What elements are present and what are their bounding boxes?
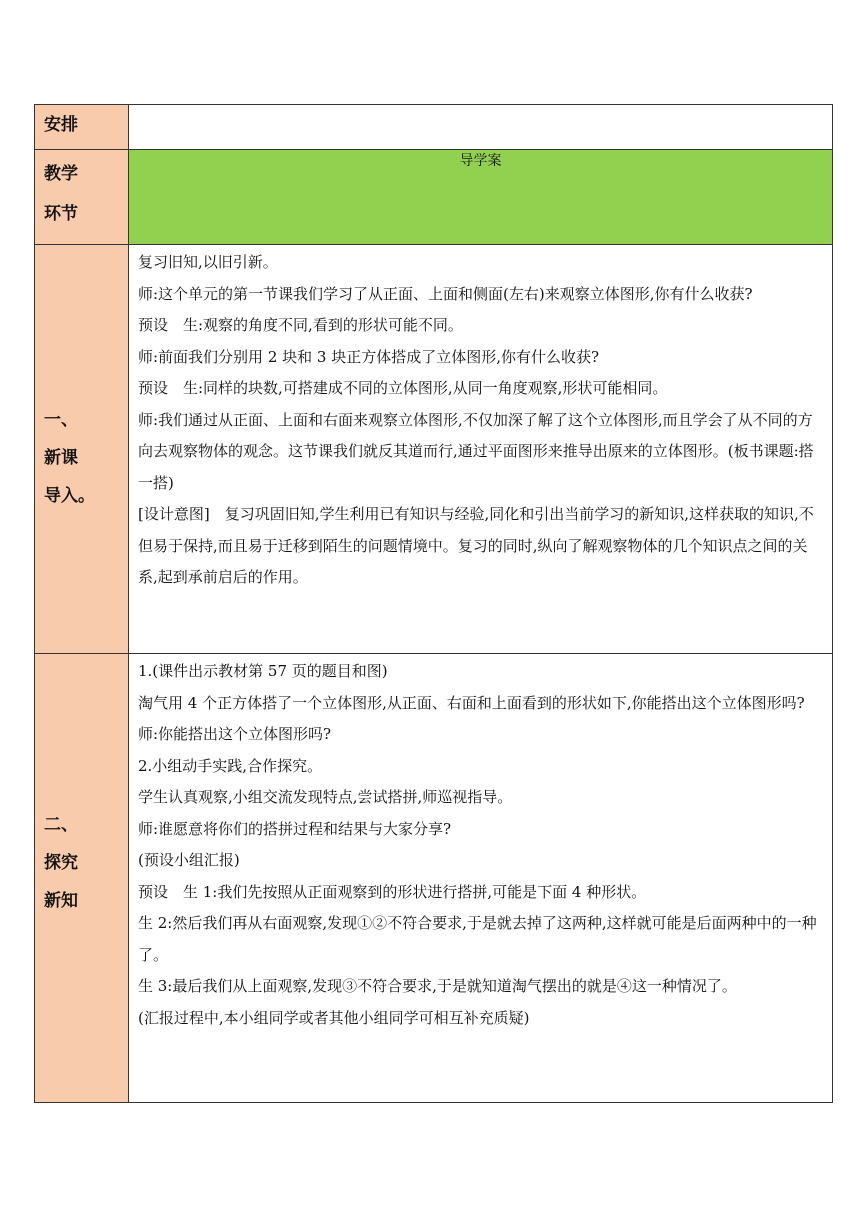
intro-paragraph: 预设 生:观察的角度不同,看到的形状可能不同。 xyxy=(138,316,463,334)
explore-paragraph: 师:你能搭出这个立体图形吗? xyxy=(138,725,332,743)
intro-paragraph: 师:我们通过从正面、上面和右面来观察立体图形,不仅加深了解了这个立体图形,而且学会了从不同的方向去观察物体的观念。这节课我们就反其道而行,通过平面图形来推导出原来的立体图形。(板书课题:搭一搭) xyxy=(138,410,814,492)
intro-paragraph: 师:前面我们分别用 2 块和 3 块正方体搭成了立体图形,你有什么收获? xyxy=(138,347,600,366)
design-intent-paragraph: [设计意图] 复习巩固旧知,学生利用已有知识与经验,同化和引出当前学习的新知识,这样获取的知识,不但易于保持,而且易于迁移到陌生的问题情境中。复习的同时,纵向了解观察物体的几个知识点之间的关系,起到承前启后的作用。 xyxy=(138,505,814,586)
stage-label-cell xyxy=(35,150,129,245)
intro-label-line2: 新课 xyxy=(44,448,78,468)
stage-label-line2: 环节 xyxy=(44,204,78,224)
explore-paragraph: 淘气用 4 个正方体搭了一个立体图形,从正面、右面和上面看到的形状如下,你能搭出这个立体图形吗? xyxy=(138,693,805,712)
stage-row xyxy=(35,150,833,245)
explore-paragraph: 预设 生 1:我们先按照从正面观察到的形状进行搭拼,可能是下面 4 种形状。 xyxy=(138,882,647,901)
explore-paragraph: 生 3:最后我们从上面观察,发现③不符合要求,于是就知道淘气摆出的就是④这一种情况了。 xyxy=(138,977,737,995)
explore-content-cell xyxy=(129,654,833,1103)
guide-header-cell xyxy=(129,150,833,245)
explore-paragraph: 生 2:然后我们再从右面观察,发现①②不符合要求,于是就去掉了这两种,这样就可能是后面两种中的一种了。 xyxy=(138,914,817,964)
plan-label-cell xyxy=(35,105,129,150)
explore-row xyxy=(35,654,833,1103)
plan-content-cell xyxy=(129,105,833,150)
explore-paragraph: (汇报过程中,本小组同学或者其他小组同学可相互补充质疑) xyxy=(138,1008,530,1027)
explore-paragraph: (预设小组汇报) xyxy=(138,851,240,869)
intro-row xyxy=(35,245,833,654)
intro-paragraph: 复习旧知,以旧引新。 xyxy=(138,253,278,271)
stage-label-line1: 教学 xyxy=(44,164,78,184)
intro-label-line3: 导入。 xyxy=(44,486,95,506)
plan-label: 安排 xyxy=(44,115,78,135)
explore-label-line2: 探究 xyxy=(44,853,78,873)
explore-label-line1: 二、 xyxy=(44,815,78,835)
intro-paragraph: 预设 生:同样的块数,可搭建成不同的立体图形,从同一角度观察,形状可能相同。 xyxy=(138,379,668,397)
explore-label-cell xyxy=(35,654,129,1103)
explore-paragraph: 师:谁愿意将你们的搭拼过程和结果与大家分享? xyxy=(138,819,452,838)
guide-header: 导学案 xyxy=(459,153,502,169)
explore-paragraph: 1.(课件出示教材第 57 页的题目和图) xyxy=(138,662,388,680)
intro-content-cell xyxy=(129,245,833,654)
intro-label-line1: 一、 xyxy=(44,410,78,430)
plan-row xyxy=(35,105,833,150)
intro-paragraph: 师:这个单元的第一节课我们学习了从正面、上面和侧面(左右)来观察立体图形,你有什么收获? xyxy=(138,284,753,303)
lesson-plan-table xyxy=(34,104,833,1103)
explore-paragraph: 学生认真观察,小组交流发现特点,尝试搭拼,师巡视指导。 xyxy=(138,788,513,806)
explore-label-line3: 新知 xyxy=(44,891,78,911)
intro-label-cell xyxy=(35,245,129,654)
explore-paragraph: 2.小组动手实践,合作探究。 xyxy=(138,756,323,775)
